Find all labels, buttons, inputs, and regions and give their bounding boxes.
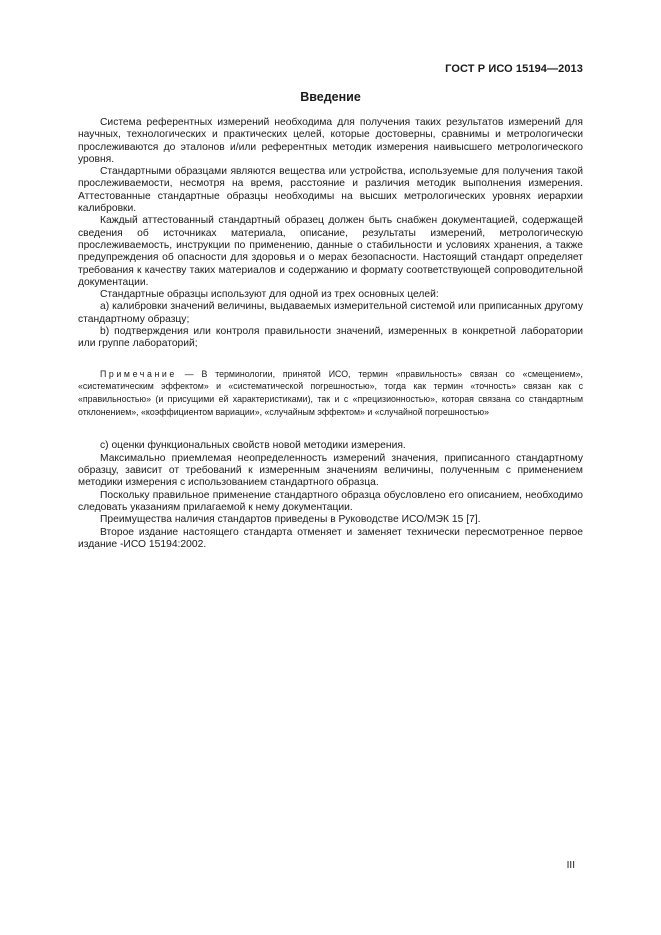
paragraph-reference-materials: Стандартными образцами являются вещества или устройства, используемые для получения такой прослеживаемости, несмотря на время, расстояние и различия методик выполнения измерения. Аттестованные стандартные образцы необходимы на высших метрологических уровнях иерархии калибровки.	[78, 166, 583, 215]
paragraph-purposes: Стандартные образцы используют для одной из трех основных целей:	[100, 289, 439, 301]
paragraph-documentation: Каждый аттестованный стандартный образец должен быть снабжен документацией, содержащей сведения об источниках материала, описание, результаты измерений, метрологическую прослеживаемость, инструкции по применению, данные о стабильности и условиях хранения, а также предупреждения об опасности для здоровья и о мерах безопасности. Настоящий стандарт определяет требования к качеству таких материалов и содержанию и формату соответствующей сопроводительной документации.	[78, 215, 583, 288]
list-item-a: a) калибровки значений величины, выдаваемых измерительной системой или приписанных другому стандартному образцу;	[78, 301, 583, 325]
paragraph-correct-use: Поскольку правильное применение стандартного образца обусловлено его описанием, необходимо следовать указаниям прилагаемой к нему документации.	[78, 489, 583, 513]
paragraph-second-edition: Второе издание настоящего стандарта отменяет и заменяет технически пересмотренное первое издание -ИСО 15194:2002.	[78, 526, 583, 550]
paragraph-uncertainty: Максимально приемлемая неопределенность измерений значения, приписанного стандартному образцу, зависит от требований к измеренным значениям величины, полученным с применением методики измерения с использованием стандартного образца.	[78, 452, 583, 489]
list-item-b: b) подтверждения или контроля правильности значений, измеренных в конкретной лаборатории или группе лабораторий;	[78, 326, 583, 350]
note-text: — В терминологии, принятой ИСО, термин «правильность» связан со «смещением», «систематическим эффектом» и «систематической погрешностью», тогда как термин «точность» связан как с «правильностью» (и присущими ей характеристиками), так и с «прецизионностью», которая связана со стандартным отклонением», «коэффициентом вариации», «случайным эффектом» и «случайной погрешностью»	[78, 368, 583, 417]
page-number: III	[566, 860, 575, 871]
standard-code-header: ГОСТ Р ИСО 15194—2013	[445, 63, 583, 75]
note-label: Примечание	[100, 368, 177, 379]
note-block	[78, 368, 583, 419]
paragraph-intro: Система референтных измерений необходима для получения таких результатов измерений для научных, технологических и практических целей, которые достоверны, сравнимы и метрологически прослеживаются до эталонов и/или референтных методик измерения наивысшего метрологического уровня.	[78, 117, 583, 165]
page-title: Введение	[300, 90, 361, 104]
paragraph-advantages: Преимущества наличия стандартов приведены в Руководстве ИСО/МЭК 15 [7].	[100, 514, 481, 526]
body-text	[78, 117, 583, 551]
list-item-c: c) оценки функциональных свойств новой методики измерения.	[100, 440, 406, 452]
